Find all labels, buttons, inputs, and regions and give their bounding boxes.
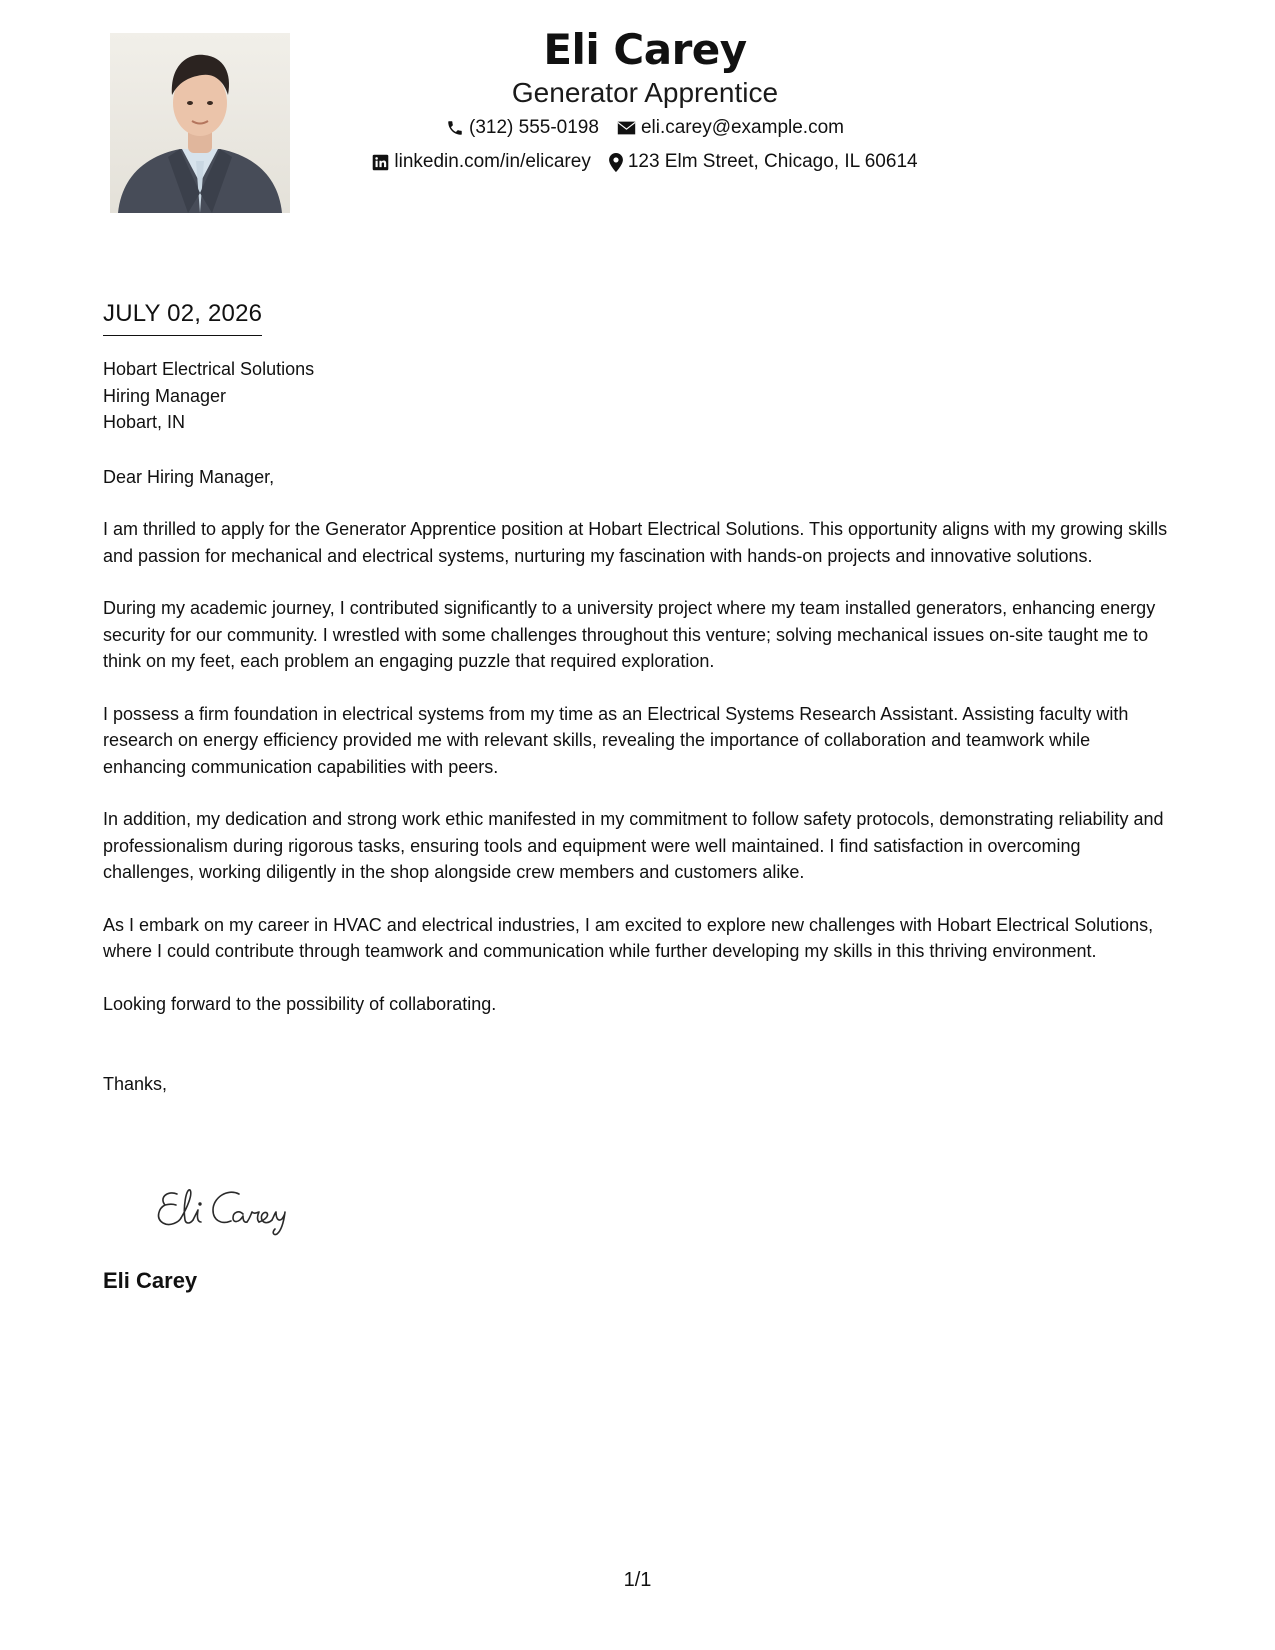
- contact-linkedin[interactable]: [372, 146, 590, 178]
- closing-line: Looking forward to the possibility of collaborating.: [103, 993, 497, 1014]
- letter-header: [300, 22, 990, 178]
- recipient-location: Hobart, IN: [103, 412, 186, 432]
- recipient-block: [103, 356, 1175, 436]
- phone-icon: [446, 119, 464, 137]
- contact-phone[interactable]: [446, 112, 599, 144]
- email-text: eli.carey@example.com: [640, 117, 844, 138]
- profile-photo: [110, 33, 290, 213]
- paragraph-4: In addition, my dedication and strong work ethic manifested in my commitment to follow safety protocols, demonstrating reliability and professionalism during rigorous tasks, ensuring tools and equipment were well maintained. I find satisfaction in overcoming challenges, working diligently in the shop alongside crew members and customers alike.: [103, 809, 1164, 882]
- map-pin-icon: [609, 153, 623, 172]
- handwritten-signature: [155, 1178, 335, 1238]
- contact-address: [609, 146, 918, 178]
- applicant-title: Generator Apprentice: [511, 77, 779, 108]
- signer-name: Eli Carey: [103, 1268, 198, 1293]
- applicant-name: Eli Carey: [543, 25, 747, 74]
- contact-email[interactable]: [617, 112, 844, 144]
- recipient-company: Hobart Electrical Solutions: [103, 359, 315, 379]
- linkedin-icon: [372, 154, 389, 171]
- sign-off: Thanks,: [103, 1074, 168, 1094]
- paragraph-1: I am thrilled to apply for the Generator Apprentice position at Hobart Electrical Solutions. This opportunity aligns with my growing skills and passion for mechanical and electrical systems, nurturing my fascination with hands-on projects and innovative solutions.: [103, 519, 1168, 566]
- paragraph-3: I possess a firm foundation in electrical systems from my time as an Electrical Systems Research Assistant. Assisting faculty with research on energy efficiency provided me with relevant skills, revealing the importance of collaboration and teamwork while enhancing communication capabilities with peers.: [103, 703, 1129, 777]
- letter-date: JULY 02, 2026: [103, 297, 262, 336]
- phone-text: (312) 555-0198: [469, 117, 599, 138]
- paragraph-5: As I embark on my career in HVAC and electrical industries, I am excited to explore new challenges with Hobart Electrical Solutions, where I could contribute through teamwork and communication while further developing my skills in this thriving environment.: [103, 914, 1154, 961]
- letter-body: [103, 297, 1175, 1098]
- envelope-icon: [617, 120, 636, 136]
- salutation: Dear Hiring Manager,: [103, 466, 275, 487]
- recipient-contact: Hiring Manager: [103, 385, 227, 406]
- paragraph-2: During my academic journey, I contributed significantly to a university project where my team installed generators, enhancing energy security for our community. I wrestled with some challenges throughout this venture; solving mechanical issues on-site taught me to think on my feet, each problem an engaging puzzle that required exploration.: [103, 598, 1156, 671]
- page-number: 1/1: [623, 1569, 652, 1591]
- contact-row-secondary: [300, 146, 990, 178]
- contact-row-primary: [300, 112, 990, 144]
- linkedin-text: linkedin.com/in/elicarey: [394, 151, 591, 172]
- address-text: 123 Elm Street, Chicago, IL 60614: [627, 151, 918, 172]
